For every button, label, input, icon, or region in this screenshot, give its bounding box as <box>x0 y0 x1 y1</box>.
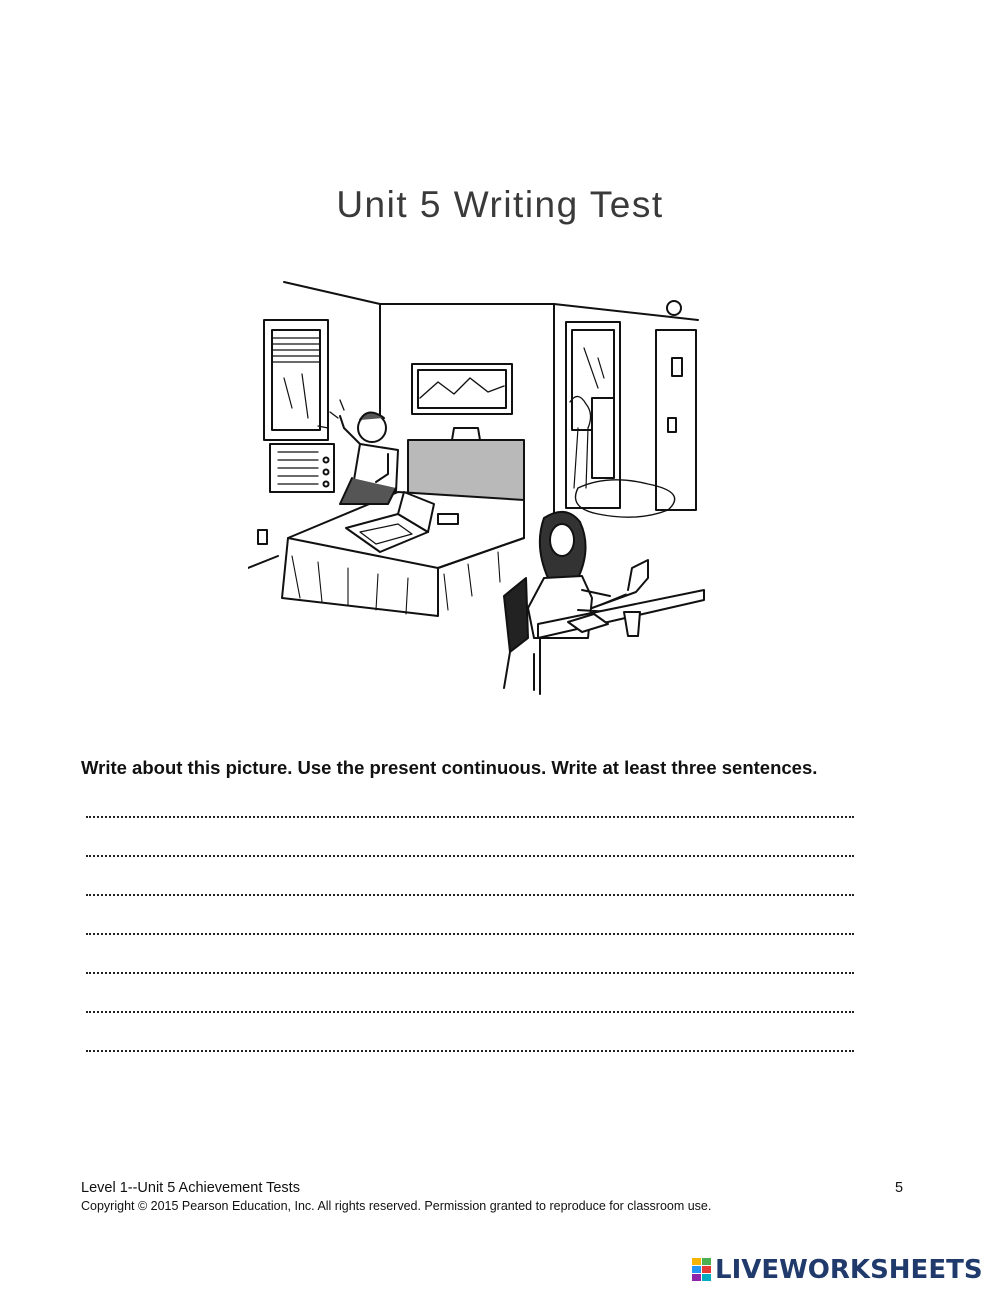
footer-copyright: Copyright © 2015 Pearson Education, Inc. All rights reserved. Permission granted to reproduce for classroom use. <box>81 1199 712 1213</box>
answer-lines <box>86 808 854 1081</box>
page-title: Unit 5 Writing Test <box>336 184 664 225</box>
answer-line-5[interactable] <box>86 964 854 1003</box>
answer-line-6[interactable] <box>86 1003 854 1042</box>
footer-page-number: 5 <box>895 1180 904 1196</box>
brand-name: LIVEWORKSHEETS <box>715 1255 983 1285</box>
answer-line-7[interactable] <box>86 1042 854 1081</box>
instruction-text: Write about this picture. Use the present continuous. Write at least three sentences. <box>81 757 818 778</box>
answer-line-3[interactable] <box>86 886 854 925</box>
answer-line-1[interactable] <box>86 808 854 847</box>
hotel-room-illustration <box>248 278 708 698</box>
answer-line-2[interactable] <box>86 847 854 886</box>
logo-blocks-icon <box>692 1258 712 1282</box>
footer-course: Level 1--Unit 5 Achievement Tests <box>81 1180 300 1196</box>
liveworksheets-logo[interactable] <box>692 1254 983 1286</box>
answer-line-4[interactable] <box>86 925 854 964</box>
